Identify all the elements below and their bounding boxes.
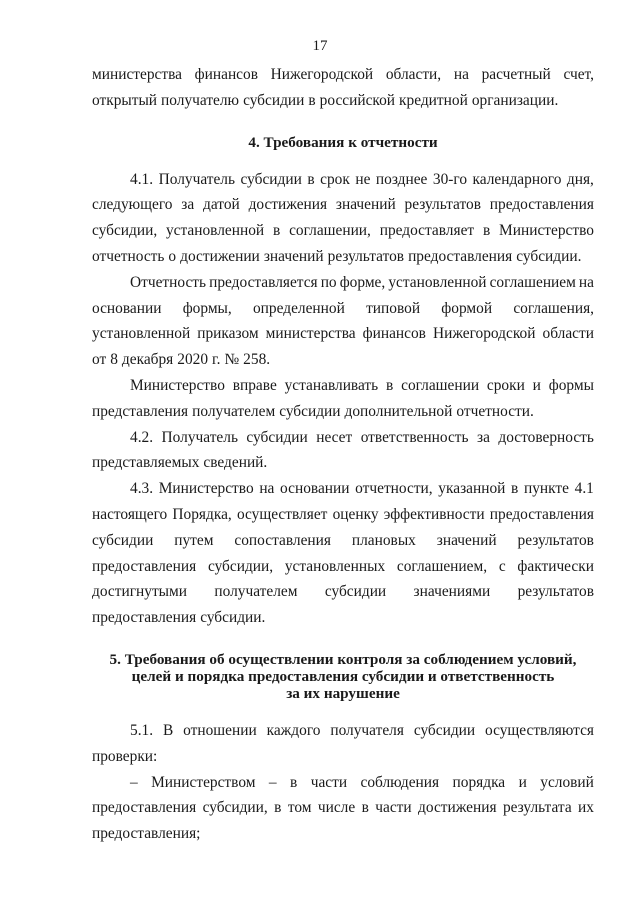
word: фактически: [517, 557, 594, 575]
word: установленной: [92, 325, 191, 343]
word: предоставления: [92, 609, 197, 627]
word: субсидии: [240, 170, 302, 188]
word: сроки: [486, 376, 525, 394]
word: определенной: [252, 299, 345, 317]
text-line: [92, 270, 594, 296]
word: каждого: [266, 721, 321, 739]
word: достижения: [248, 196, 328, 214]
document-body: [92, 62, 594, 847]
word: значений: [263, 247, 324, 265]
word: срок: [320, 170, 350, 188]
paragraph: [92, 270, 594, 373]
text-line: [92, 321, 594, 347]
word: достижения: [418, 799, 497, 817]
word: субсидии,: [92, 222, 158, 240]
word: субсидии,: [202, 799, 268, 817]
word: Министерство: [499, 222, 594, 240]
word: в: [482, 222, 491, 240]
word: в: [307, 170, 315, 188]
word: осуществляет: [236, 505, 328, 523]
section-heading: [92, 134, 594, 151]
word: их: [578, 799, 594, 817]
paragraph: [92, 62, 594, 114]
word: получателя: [330, 721, 404, 739]
word: о: [168, 247, 177, 265]
word: сведений.: [203, 454, 268, 472]
word: предоставления: [92, 557, 197, 575]
word: формы: [548, 376, 594, 394]
text-line: [92, 373, 594, 399]
word: соглашении,: [289, 222, 371, 240]
paragraph: [92, 718, 594, 770]
text-line: [92, 795, 594, 821]
word: вправе: [232, 376, 277, 394]
word: счет,: [563, 66, 594, 83]
heading-line: 4. Требования к отчетности: [248, 133, 438, 151]
text-line: [92, 605, 594, 631]
word: настоящего: [92, 505, 168, 523]
paragraph: [92, 167, 594, 270]
word: –: [268, 773, 277, 791]
word: плановых: [351, 531, 416, 549]
word: формой: [441, 299, 493, 317]
word: субсидии.: [200, 609, 266, 627]
word: достигнутыми: [92, 583, 187, 601]
text-line: [92, 821, 594, 847]
word: получателем: [192, 402, 276, 420]
word: в: [361, 799, 369, 817]
text-line: [92, 296, 594, 322]
word: условий: [540, 773, 594, 791]
word: области,: [385, 66, 442, 83]
word: отчетности.: [456, 402, 534, 420]
text-line: [92, 579, 594, 605]
word: календарного: [472, 170, 562, 188]
word: Министерством: [151, 773, 256, 791]
word: предоставления: [92, 799, 197, 817]
word: по: [320, 273, 337, 291]
paragraph: [92, 425, 594, 477]
word: проверки:: [92, 747, 158, 765]
text-line: [92, 192, 594, 218]
text-line: [92, 770, 594, 796]
word: представления: [92, 402, 189, 420]
word: за: [181, 196, 195, 214]
word: установленной: [165, 222, 265, 240]
word: установленной: [388, 273, 487, 291]
paragraph: [92, 770, 594, 847]
word: декабря: [121, 351, 174, 369]
word: соглашения,: [513, 299, 594, 317]
word: кредитной: [399, 91, 468, 109]
word: основании: [92, 299, 162, 317]
word: получателем: [214, 583, 298, 601]
word: с: [498, 557, 506, 575]
word: результата: [502, 799, 572, 817]
word: предоставления;: [92, 825, 201, 843]
word: и: [518, 773, 527, 791]
word: Получатель: [158, 170, 236, 188]
text-line: [92, 218, 594, 244]
word: отчетности,: [355, 480, 433, 498]
section-gap: [92, 631, 594, 651]
heading-gap: [92, 151, 594, 167]
word: устанавливать: [284, 376, 379, 394]
word: Отчетность: [130, 273, 207, 291]
word: пункте: [523, 480, 569, 498]
word: результатов: [327, 247, 405, 265]
word: соблюдения: [360, 773, 440, 791]
text-line: [92, 167, 594, 193]
text-line: [92, 554, 594, 580]
word: финансов: [194, 66, 258, 83]
text-line: [92, 502, 594, 528]
word: соглашением: [489, 273, 576, 291]
word: 2020: [177, 351, 209, 369]
word: Получатель: [161, 428, 238, 446]
word: –: [130, 773, 138, 791]
word: позднее: [375, 170, 428, 188]
word: отчетность: [92, 247, 165, 265]
word: части: [375, 799, 412, 817]
word: на: [259, 480, 275, 498]
word: в: [386, 376, 394, 394]
text-line: [92, 88, 594, 114]
word: следующего: [92, 196, 173, 214]
word: предоставления: [489, 505, 594, 523]
text-line: [92, 399, 594, 425]
word: Министерство: [130, 376, 225, 394]
word: отношении: [183, 721, 257, 739]
text-line: [92, 62, 594, 88]
word: сопоставления: [234, 531, 331, 549]
word: субсидии.: [516, 247, 582, 265]
word: представляемых: [92, 454, 200, 472]
word: предоставления: [489, 196, 594, 214]
section-gap: [92, 114, 594, 134]
word: 5.1.: [130, 721, 154, 739]
word: в: [290, 773, 298, 791]
word: соглашением,: [396, 557, 488, 575]
word: финансов: [362, 325, 426, 343]
word: организации.: [471, 91, 559, 109]
word: 4.1: [574, 480, 594, 498]
text-line: [92, 347, 594, 373]
heading-line: за их нарушение: [286, 684, 400, 702]
word: получателю: [161, 91, 240, 109]
word: в: [274, 799, 282, 817]
word: 258.: [243, 351, 271, 369]
word: результатов: [517, 583, 594, 601]
word: ответственность: [360, 428, 469, 446]
word: соглашении: [401, 376, 480, 394]
word: дня,: [566, 170, 594, 188]
word: не: [355, 170, 371, 188]
word: и: [532, 376, 541, 394]
text-line: [92, 528, 594, 554]
word: субсидии: [324, 583, 387, 601]
word: 30-го: [432, 170, 468, 188]
word: субсидии: [279, 402, 341, 420]
word: субсидии,: [207, 557, 274, 575]
word: достоверность: [498, 428, 594, 446]
text-line: [92, 450, 594, 476]
text-line: [92, 744, 594, 770]
text-line: [92, 244, 594, 270]
word: части: [310, 773, 348, 791]
word: 4.2.: [130, 428, 154, 446]
word: на: [453, 66, 469, 83]
word: установленных: [284, 557, 386, 575]
word: том: [287, 799, 312, 817]
word: министерства: [265, 325, 356, 343]
word: датой: [203, 196, 240, 214]
word: открытый: [92, 91, 158, 109]
word: 4.1.: [130, 170, 154, 188]
word: В: [162, 721, 174, 739]
word: области: [542, 325, 594, 343]
word: предоставляется: [209, 273, 318, 291]
paragraph: [92, 476, 594, 631]
word: основании: [280, 480, 350, 498]
text-line: [92, 425, 594, 451]
word: в: [272, 222, 281, 240]
word: от: [92, 351, 107, 369]
word: субсидии: [92, 531, 154, 549]
word: осуществляются: [485, 721, 594, 739]
word: Порядка,: [172, 505, 232, 523]
text-line: [92, 476, 594, 502]
word: значений: [335, 196, 396, 214]
word: Нижегородской: [270, 66, 374, 83]
word: г.: [212, 351, 221, 369]
word: приказом: [197, 325, 259, 343]
word: дополнительной: [344, 402, 453, 420]
word: предоставляет: [379, 222, 475, 240]
word: оценку: [332, 505, 379, 523]
word: Нижегородской: [432, 325, 536, 343]
word: российской: [319, 91, 396, 109]
word: №: [224, 351, 240, 369]
word: в: [511, 480, 519, 498]
word: значений: [436, 531, 497, 549]
word: на: [578, 273, 594, 291]
word: достижении: [180, 247, 260, 265]
word: 8: [110, 351, 118, 369]
word: субсидии: [413, 721, 476, 739]
word: предоставления: [408, 247, 513, 265]
word: форме,: [339, 273, 386, 291]
word: несет: [316, 428, 353, 446]
word: субсидии: [243, 91, 305, 109]
word: за: [476, 428, 490, 446]
word: эффективности: [383, 505, 485, 523]
word: типовой: [366, 299, 421, 317]
word: расчетный: [481, 66, 551, 83]
word: значениями: [413, 583, 491, 601]
word: министерства: [92, 66, 182, 83]
word: указанной: [438, 480, 506, 498]
word: субсидии: [246, 428, 308, 446]
word: числе: [317, 799, 356, 817]
word: в: [308, 91, 316, 109]
paragraph: [92, 373, 594, 425]
heading-gap: [92, 702, 594, 718]
heading-line: целей и порядка предоставления субсидии и ответственность: [131, 667, 555, 685]
word: путем: [174, 531, 214, 549]
word: порядка: [452, 773, 506, 791]
text-line: [92, 718, 594, 744]
word: результатов: [517, 531, 594, 549]
page-number: 17: [312, 38, 328, 54]
word: формы,: [182, 299, 232, 317]
word: Министерство: [158, 480, 254, 498]
word: 4.3.: [130, 480, 154, 498]
word: результатов: [404, 196, 481, 214]
heading-line: 5. Требования об осуществлении контроля за соблюдением условий,: [109, 650, 577, 668]
section-heading: [92, 651, 594, 702]
